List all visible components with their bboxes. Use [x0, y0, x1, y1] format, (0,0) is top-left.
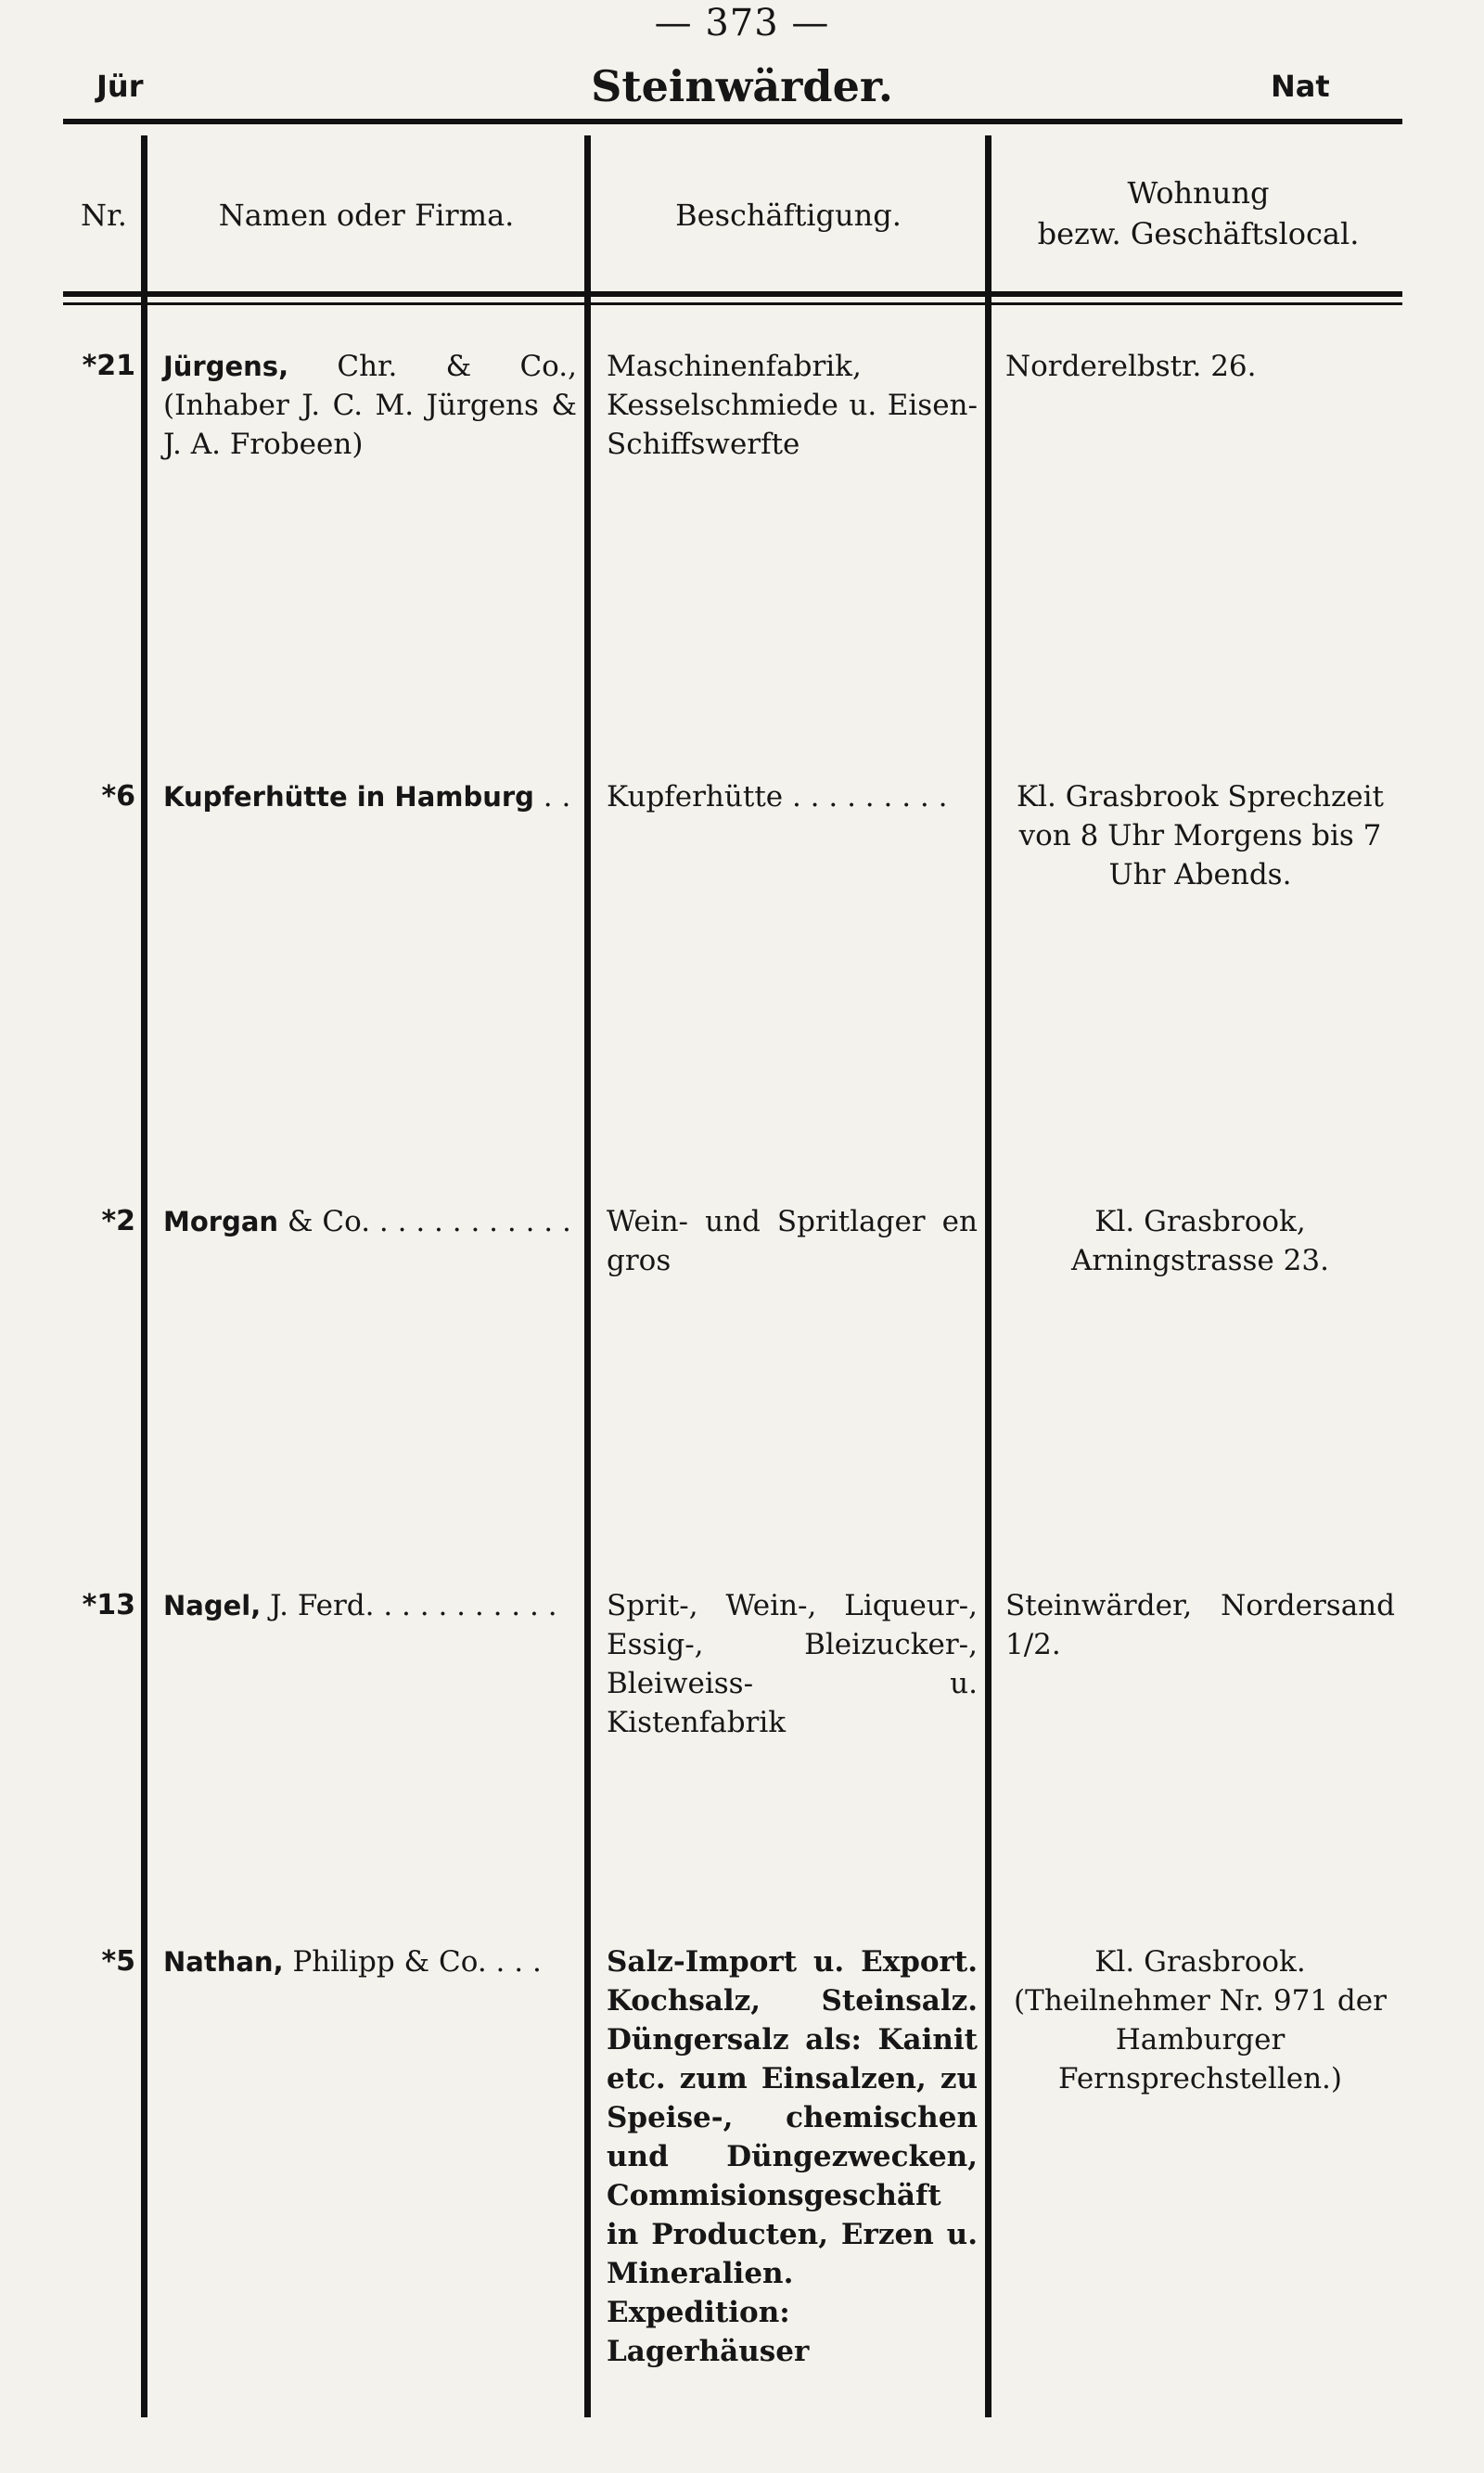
- page-title: Steinwärder.: [591, 61, 893, 111]
- entry-name: [163, 347, 577, 464]
- entry-name-detail: Chr. & Co., (Inhaber J. C. M. Jürgens & J. A. Frobeen): [163, 350, 577, 461]
- column-divider-nr: [141, 135, 147, 2417]
- header-rule-thin: [63, 302, 1402, 305]
- entry-address: Kl. Grasbrook Sprechzeit von 8 Uhr Morgens bis 7 Uhr Abends.: [1016, 780, 1384, 891]
- column-header-nr: Nr.: [81, 198, 127, 233]
- running-head-left: Jür: [96, 69, 144, 104]
- entry-occupation: Salz-Import u. Export. Kochsalz, Steinsalz. Düngersalz als: Kainit etc. zum Einsalzen, zu Speise-, chemischen und Düngezwecken, Commisionsgeschäft in Producten, Erzen u. Mineralien. Expedition: Lagerhäuser: [607, 1945, 978, 2368]
- entry-occupation: Wein- und Spritlager en gros: [607, 1205, 978, 1277]
- entry-surname: Jürgens,: [163, 351, 289, 382]
- column-header-address-line2: bezw. Geschäftslocal.: [1037, 216, 1360, 251]
- running-head-right: Nat: [1271, 69, 1330, 104]
- entry-occupation: Sprit-, Wein-, Liqueur-, Essig-, Bleizucker-, Bleiweiss- u. Kistenfabrik: [607, 1589, 978, 1739]
- entry-surname: Morgan: [163, 1206, 279, 1237]
- entry-occupation: Kupferhütte . . . . . . . . .: [607, 780, 948, 814]
- entry-surname: Nagel,: [163, 1590, 262, 1621]
- entry-name: [163, 1586, 577, 1625]
- column-header-address-line1: Wohnung: [1127, 175, 1270, 211]
- header-rule: [63, 291, 1402, 297]
- entry-nr: *13: [82, 1589, 135, 1621]
- entry-address: Steinwärder, Nordersand 1/2.: [1005, 1589, 1395, 1661]
- entry-name: [163, 1942, 577, 1981]
- column-header-occupation: Beschäftigung.: [675, 198, 902, 233]
- column-divider-name: [584, 135, 591, 2417]
- column-header-address: [994, 173, 1402, 254]
- entry-nr: *6: [101, 780, 135, 813]
- column-header-name: Namen oder Firma.: [218, 198, 515, 233]
- entry-occupation: Maschinenfabrik, Kesselschmiede u. Eisen-Schiffswerfte: [607, 350, 978, 461]
- entry-name-detail: & Co. . . . . . . . . . . .: [278, 1205, 571, 1238]
- entry-nr: *5: [101, 1945, 135, 1978]
- entry-address: Norderelbstr. 26.: [1005, 350, 1257, 383]
- page-number: — 373 —: [654, 2, 830, 45]
- entry-nr: *2: [101, 1205, 135, 1237]
- entry-nr: *21: [82, 350, 135, 382]
- entry-name-detail: J. Ferd. . . . . . . . . . .: [261, 1589, 557, 1622]
- entry-name: [163, 777, 577, 816]
- entry-address: Kl. Grasbrook, Arningstrasse 23.: [1071, 1205, 1329, 1277]
- entry-name-detail: . .: [533, 780, 571, 814]
- entry-address: Kl. Grasbrook. (Theilnehmer Nr. 971 der Hamburger Fernsprechstellen.): [1014, 1945, 1387, 2095]
- top-rule: [63, 119, 1402, 124]
- entry-name: [163, 1202, 577, 1241]
- entry-surname: Nathan,: [163, 1946, 284, 1978]
- entry-surname: Kupferhütte in Hamburg: [163, 781, 534, 813]
- entry-name-detail: Philipp & Co. . . .: [283, 1945, 542, 1979]
- column-divider-occupation: [985, 135, 991, 2417]
